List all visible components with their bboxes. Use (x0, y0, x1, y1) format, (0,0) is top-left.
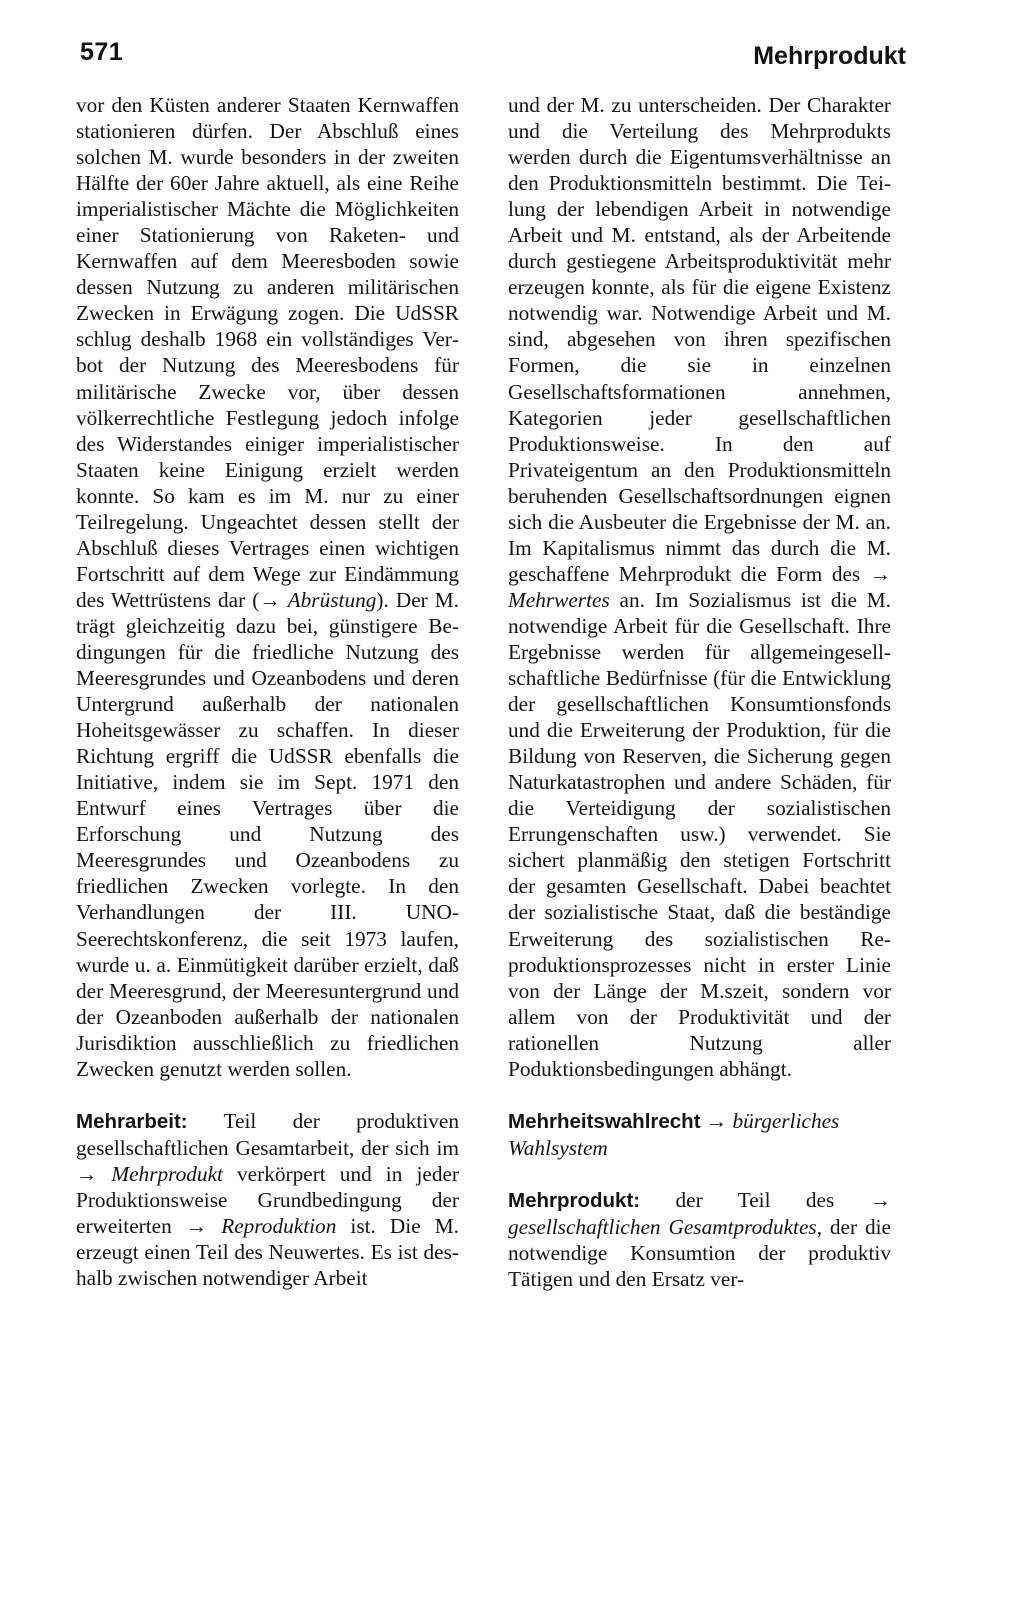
body-text: vor den Küsten anderer Staaten Kernwaffen stationieren dürfen. Der Abschluß eines solchen M. wurde besonders in der zweiten Hälfte der 60er Jahre aktuell, als eine Reihe imperialistischer Mächte die Möglichkeiten einer Stationierung von Raketen- und Kernwaffen auf dem Meeresboden sowie dessen Nutzung zu anderen militärischen Zwecken in Erwägung zogen. Die UdSSR schlug deshalb 1968 ein vollständiges Verbot der Nutzung des Meeresbodens für militärische Zwecke vor, über dessen völkerrechtliche Festlegung jedoch infolge des Widerstandes einiger imperialistischer Staaten keine Einigung erzielt werden konnte. So kam es im M. nur zu einer Teilregelung. Ungeachtet dessen stellt der Abschluß dieses Vertrages einen wichtigen Fortschritt auf dem Wege zur Eindämmung des Wettrüstens dar ( (76, 93, 459, 612)
cross-ref-arrow: → (185, 1213, 208, 1238)
body-text: an. Im Sozialismus ist die M. notwendige Arbeit für die Gesellschaft. Ihre Ergebnisse werden für allgemeingesellschaftliche Bedürfnisse (für die Entwicklung der gesellschaftlichen Konsumtionsfonds und die Erweiterung der Produktion, für die Bildung von Reserven, die Sicherung gegen Naturkatastrophen und andere Schäden, für die Verteidigung der sozialistischen Errungenschaften usw.) verwendet. Sie sichert planmäßig den stetigen Fortschritt der gesamten Gesellschaft. Dabei beachtet der sozialistische Staat, daß die beständige Erweiterung des sozialistischen Reproduktionsprozesses nicht in erster Linie von der Länge der M.szeit, sondern vor allem von der Produktivität und der rationellen Nutzung aller Poduktionsbedingungen abhängt. (508, 587, 891, 1081)
left-column (76, 92, 459, 1291)
page-number: 571 (80, 38, 124, 66)
entry-mehrheitswahlrecht (508, 1108, 891, 1161)
continued-entry-text (76, 92, 459, 1082)
body-text: und der M. zu unterscheiden. Der Charakter und die Verteilung des Mehrprodukts werden durch die Eigentumsverhältnisse an den Produktionsmitteln bestimmt. Die Teilung der lebendigen Arbeit in notwendige Arbeit und M. entstand, als der Arbeitende durch gestiegene Arbeitsproduktivität mehr erzeugen konnte, als für die eigene Existenz notwendig war. Notwendige Arbeit und M. sind, abgesehen von ihren spezifischen Formen, die sie in einzelnen Gesellschaftsformationen annehmen, Kategorien jeder gesellschaftlichen Produktionsweise. In den auf Privateigentum an den Produktionsmitteln beruhenden Gesellschaftsordnungen eignen sich die Ausbeuter die Ergebnisse der M. an. Im Kapitalismus nimmt das durch die M. geschaffene Mehrprodukt die Form des (508, 93, 891, 586)
cross-ref-reproduktion[interactable]: Reproduktion (207, 1213, 337, 1238)
cross-ref-arrow: → (869, 561, 891, 586)
body-text: Teil der produktiven gesellschaftlichen Gesamtarbeit, der sich im (76, 1108, 459, 1160)
cross-ref-arrow: → (705, 1108, 728, 1133)
headword: Mehrprodukt: (508, 1188, 641, 1212)
cross-ref-arrow: → (259, 587, 281, 612)
headword: Mehrheitswahlrecht (508, 1109, 701, 1133)
right-column (508, 92, 891, 1292)
cross-ref-buergerliches-wahlsystem[interactable]: bürgerliches Wahlsystem (508, 1108, 840, 1160)
cross-ref-mehrprodukt[interactable]: Mehrprodukt (97, 1161, 223, 1186)
entry-mehrprodukt (508, 1187, 891, 1292)
cross-ref-arrow: → (869, 1187, 891, 1212)
body-text: ). Der M. trägt gleichzeitig dazu bei, günstigere Bedingungen für die friedliche Nutzung des Meeresgrundes und Ozeanbodens und deren Untergrund außerhalb der nationalen Hoheitsgewässer zu schaffen. In dieser Richtung ergriff die UdSSR ebenfalls die Initiative, indem sie im Sept. 1971 den Entwurf eines Vertrages über die Erforschung und Nutzung des Meeresgrundes und Ozeanbodens zu friedlichen Zwecken vorlegte. In den Verhandlungen der III. UNO-Seerechtskonferenz, die seit 1973 laufen, wurde u. a. Einmütigkeit darüber erzielt, daß der Meeresgrund, der Meeresuntergrund und der Ozeanboden außerhalb der nationalen Jurisdiktion ausschließlich zu friedlichen Zwecken genutzt werden sollen. (76, 587, 460, 1081)
cross-ref-mehrwertes[interactable]: Mehrwertes (508, 587, 610, 612)
body-text: der Teil des (640, 1187, 870, 1212)
continued-entry-text (508, 92, 891, 1082)
body-text: , der die notwendige Konsumtion der produktiv Tätigen und den Ersatz ver- (508, 1214, 891, 1292)
body-text: verkörpert und in jeder Produktionsweise Grundbedingung der erweiterten (76, 1161, 460, 1238)
cross-ref-gesellschaftliches-gesamtprodukt[interactable]: gesellschaftlichen Gesamtproduktes (508, 1214, 817, 1239)
cross-ref-arrow: → (76, 1161, 98, 1186)
entry-mehrarbeit (76, 1108, 459, 1291)
running-head: Mehrprodukt (753, 42, 906, 70)
cross-ref-abruestung[interactable]: Abrüstung (287, 587, 377, 612)
body-text: ist. Die M. erzeugt einen Teil des Neuwertes. Es ist deshalb zwischen notwendiger Arbeit (76, 1213, 459, 1291)
headword: Mehrarbeit: (76, 1109, 188, 1133)
